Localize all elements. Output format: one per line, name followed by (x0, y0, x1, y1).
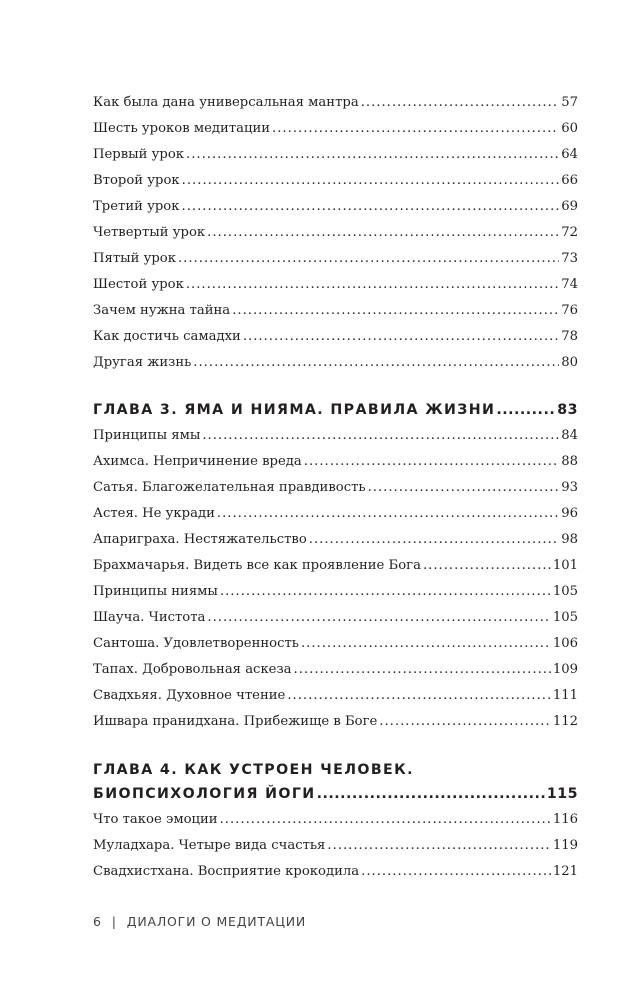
dot-leader (287, 686, 550, 706)
toc-entry[interactable] (93, 452, 578, 472)
toc-entry-page: 119 (552, 838, 578, 853)
toc-entry-page: 116 (552, 812, 578, 827)
chapter-heading-page: 83 (557, 402, 578, 418)
dot-leader (304, 452, 559, 472)
toc-entry[interactable] (93, 686, 578, 706)
toc-entry-page: 60 (561, 121, 578, 136)
dot-leader (182, 171, 560, 191)
toc-entry-page: 80 (561, 355, 578, 370)
toc-entry-title: Астея. Не укради (93, 506, 215, 521)
toc-entry-page: 84 (561, 428, 578, 443)
toc-entry[interactable] (93, 660, 578, 680)
dot-leader (361, 93, 560, 113)
toc-entry-title: Свадхистхана. Восприятие крокодила (93, 864, 360, 879)
toc-entry-title: Как достичь самадхи (93, 329, 241, 344)
toc-entry[interactable] (93, 582, 578, 602)
dot-leader (317, 782, 546, 806)
chapter-heading[interactable] (93, 782, 578, 806)
toc-entry-title: Свадхьяя. Духовное чтение (93, 688, 286, 703)
toc-entry-page: 76 (561, 303, 578, 318)
toc-entry-page: 105 (552, 610, 578, 625)
toc-entry-page: 105 (552, 584, 578, 599)
chapter-heading-title: БИОПСИХОЛОГИЯ ЙОГИ (93, 786, 316, 802)
toc-entry-title: Шестой урок (93, 277, 184, 292)
toc-entry-title: Четвертый урок (93, 225, 206, 240)
toc-entry-page: 64 (561, 147, 578, 162)
toc-entry[interactable] (93, 608, 578, 628)
page-footer (93, 911, 306, 933)
toc-entry[interactable] (93, 530, 578, 550)
dot-leader (202, 426, 559, 446)
toc-entry[interactable] (93, 327, 578, 347)
dot-leader (220, 582, 551, 602)
chapter-heading-title: ГЛАВА 3. ЯМА И НИЯМА. ПРАВИЛА ЖИЗНИ (93, 402, 496, 418)
toc-entry-page: 66 (561, 173, 578, 188)
toc-entry[interactable] (93, 426, 578, 446)
toc-entry-title: Сатья. Благожелательная правдивость (93, 480, 366, 495)
dot-leader (186, 275, 559, 295)
chapter-heading-line1[interactable]: ГЛАВА 4. КАК УСТРОЕН ЧЕЛОВЕК. (93, 762, 414, 778)
toc-entry-page: 101 (552, 558, 578, 573)
toc-entry[interactable] (93, 836, 578, 856)
toc-entry-title: Сантоша. Удовлетворенность (93, 636, 299, 651)
toc-entry[interactable] (93, 249, 578, 269)
toc-entry-page: 109 (552, 662, 578, 677)
chapter-heading[interactable] (93, 398, 578, 422)
footer-separator: | (111, 914, 117, 929)
dot-leader (207, 608, 550, 628)
toc-entry-title: Второй урок (93, 173, 180, 188)
toc-entry[interactable] (93, 119, 578, 139)
dot-leader (327, 836, 550, 856)
toc-entry[interactable] (93, 301, 578, 321)
toc-entry-page: 96 (561, 506, 578, 521)
toc-entry-title: Первый урок (93, 147, 185, 162)
toc-entry-title: Другая жизнь (93, 355, 192, 370)
toc-entry-page: 93 (561, 480, 578, 495)
toc-entry-page: 69 (561, 199, 578, 214)
toc-entry-title: Как была дана универсальная мантра (93, 95, 359, 110)
toc-entry-title: Шауча. Чистота (93, 610, 206, 625)
toc-entry-page: 74 (561, 277, 578, 292)
toc-entry-title: Апариграха. Нестяжательство (93, 532, 307, 547)
toc-entry-page: 106 (552, 636, 578, 651)
toc-entry-title: Что такое эмоции (93, 812, 218, 827)
dot-leader (217, 504, 559, 524)
toc-entry[interactable] (93, 504, 578, 524)
toc-entry-title: Пятый урок (93, 251, 176, 266)
dot-leader (232, 301, 559, 321)
toc-entry[interactable] (93, 556, 578, 576)
dot-leader (207, 223, 559, 243)
toc-entry[interactable] (93, 712, 578, 732)
dot-leader (186, 145, 559, 165)
toc-entry[interactable] (93, 145, 578, 165)
dot-leader (272, 119, 559, 139)
dot-leader (309, 530, 559, 550)
chapter-heading-page: 115 (546, 786, 578, 802)
toc-entry-title: Зачем нужна тайна (93, 303, 231, 318)
toc-entry-title: Муладхара. Четыре вида счастья (93, 838, 326, 853)
toc-entry-page: 72 (561, 225, 578, 240)
toc-entry-title: Третий урок (93, 199, 180, 214)
toc-entry[interactable] (93, 223, 578, 243)
dot-leader (294, 660, 551, 680)
toc-entry-page: 121 (552, 864, 578, 879)
toc-entry-page: 57 (561, 95, 578, 110)
toc-entry-title: Ахимса. Непричинение вреда (93, 454, 302, 469)
toc-entry-page: 98 (561, 532, 578, 547)
dot-leader (423, 556, 551, 576)
book-title: ДИАЛОГИ О МЕДИТАЦИИ (126, 914, 307, 929)
toc-entry-title: Тапах. Добровольная аскеза (93, 662, 292, 677)
toc-entry[interactable] (93, 275, 578, 295)
toc-entry-page: 78 (561, 329, 578, 344)
toc-entry[interactable] (93, 353, 578, 373)
dot-leader (301, 634, 551, 654)
dot-leader (193, 353, 559, 373)
dot-leader (368, 478, 560, 498)
toc-entry-page: 88 (561, 454, 578, 469)
toc-entry-title: Принципы ниямы (93, 584, 218, 599)
dot-leader (496, 398, 556, 422)
toc-entry[interactable] (93, 171, 578, 191)
toc-entry[interactable] (93, 197, 578, 217)
toc-entry-title: Принципы ямы (93, 428, 201, 443)
dot-leader (178, 249, 559, 269)
toc-entry-title: Брахмачарья. Видеть все как проявление Бога (93, 558, 421, 573)
toc-entry-title: Ишвара пранидхана. Прибежище в Боге (93, 714, 378, 729)
toc-entry-title: Шесть уроков медитации (93, 121, 271, 136)
page-number: 6 (93, 914, 102, 929)
toc-entry[interactable] (93, 93, 578, 113)
toc-entry[interactable] (93, 478, 578, 498)
toc-entry-page: 111 (552, 688, 578, 703)
dot-leader (182, 197, 560, 217)
dot-leader (220, 810, 551, 830)
toc-entry-page: 112 (552, 714, 578, 729)
dot-leader (379, 712, 551, 732)
dot-leader (243, 327, 559, 347)
toc-entry-page: 73 (561, 251, 578, 266)
toc-entry[interactable] (93, 634, 578, 654)
toc-entry[interactable] (93, 810, 578, 830)
toc-entry[interactable] (93, 862, 578, 882)
dot-leader (361, 862, 551, 882)
